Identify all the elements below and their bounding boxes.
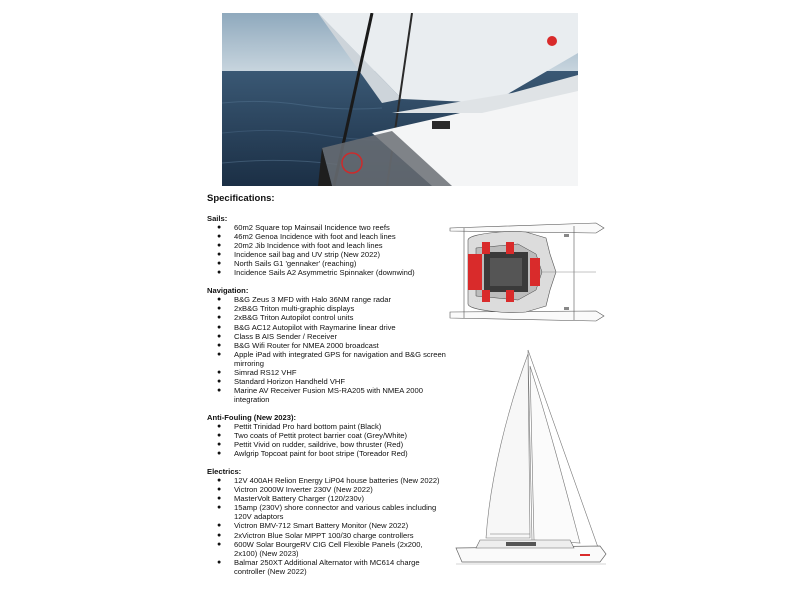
spec-item-text: Marine AV Receiver Fusion MS-RA205 with NMEA 2000 integration <box>234 385 423 404</box>
plan-view-drawing <box>446 214 608 330</box>
spec-item-text: Apple iPad with integrated GPS for navigation and B&G screen mirroring <box>234 349 446 368</box>
spec-item <box>207 449 447 458</box>
spec-item-text: 15amp (230V) shore connector and various cables including 120V adaptors <box>234 503 437 522</box>
spec-list <box>207 476 447 576</box>
spec-item-text: 2xB&G Triton multi-graphic displays <box>234 304 355 314</box>
spec-item-text: Pettit Trinidad Pro hard bottom paint (Black) <box>234 421 382 431</box>
section-heading: Electrics: <box>207 467 242 477</box>
spec-item-text: Victron 2000W Inverter 230V (New 2022) <box>234 485 373 495</box>
spec-section <box>207 286 447 404</box>
spec-item-text: 12V 400AH Relion Energy LiP04 house batteries (New 2022) <box>234 476 440 486</box>
bullet-icon: ● <box>217 242 222 250</box>
spec-item <box>207 521 447 530</box>
bullet-icon: ● <box>217 323 222 331</box>
spec-item <box>207 304 447 313</box>
spec-item <box>207 494 447 503</box>
bullet-icon: ● <box>217 522 222 530</box>
spec-item <box>207 313 447 322</box>
section-heading: Anti-Fouling (New 2023): <box>207 412 297 422</box>
bullet-icon: ● <box>217 332 222 340</box>
spec-item-text: 600W Solar BourgeRV CIG Cell Flexible Panels (2x200, 2x100) (New 2023) <box>234 539 423 558</box>
bullet-icon: ● <box>217 422 222 430</box>
page-title: Specifications: <box>207 193 275 204</box>
bullet-icon: ● <box>217 341 222 349</box>
bullet-icon: ● <box>217 368 222 376</box>
bullet-icon: ● <box>217 260 222 268</box>
bullet-icon: ● <box>217 224 222 232</box>
spec-item-text: 60m2 Square top Mainsail Incidence two reefs <box>234 223 390 233</box>
bullet-icon: ● <box>217 269 222 277</box>
spec-item <box>207 268 447 277</box>
spec-item <box>207 250 447 259</box>
spec-item <box>207 431 447 440</box>
spec-item-text: Victron BMV-712 Smart Battery Monitor (New 2022) <box>234 521 409 531</box>
spec-item-text: Two coats of Pettit protect barrier coat (Grey/White) <box>234 431 408 441</box>
spec-item-text: North Sails G1 'gennaker' (reaching) <box>234 259 357 269</box>
spec-item <box>207 558 447 576</box>
boat-photo <box>222 13 578 186</box>
spec-item <box>207 350 447 368</box>
specifications-list <box>207 214 447 585</box>
spec-section <box>207 214 447 277</box>
spec-item-text: 2xB&G Triton Autopilot control units <box>234 313 354 323</box>
spec-item <box>207 476 447 485</box>
bullet-icon: ● <box>217 305 222 313</box>
bullet-icon: ● <box>217 531 222 539</box>
bullet-icon: ● <box>217 432 222 440</box>
bullet-icon: ● <box>217 350 222 358</box>
spec-section <box>207 413 447 458</box>
spec-item-text: MasterVolt Battery Charger (120/230v) <box>234 494 364 504</box>
spec-item-text: B&G Zeus 3 MFD with Halo 36NM range radar <box>234 295 391 305</box>
bullet-icon: ● <box>217 486 222 494</box>
side-profile-drawing <box>450 348 610 570</box>
spec-item-text: Standard Horizon Handheld VHF <box>234 376 346 386</box>
spec-list <box>207 295 447 404</box>
bullet-icon: ● <box>217 540 222 548</box>
spec-item <box>207 386 447 404</box>
spec-list <box>207 223 447 277</box>
bullet-icon: ● <box>217 495 222 503</box>
spec-item-text: Incidence sail bag and UV strip (New 2022) <box>234 250 381 260</box>
spec-item <box>207 223 447 232</box>
spec-item-text: Awlgrip Topcoat paint for boot stripe (Toreador Red) <box>234 449 408 459</box>
spec-item <box>207 259 447 268</box>
spec-item <box>207 503 447 521</box>
bullet-icon: ● <box>217 504 222 512</box>
spec-item <box>207 368 447 377</box>
spec-item-text: Class B AIS Sender / Receiver <box>234 331 337 341</box>
bullet-icon: ● <box>217 441 222 449</box>
spec-item-text: 2xVictron Blue Solar MPPT 100/30 charge controllers <box>234 530 414 540</box>
bullet-icon: ● <box>217 251 222 259</box>
spec-item <box>207 295 447 304</box>
bullet-icon: ● <box>217 477 222 485</box>
spec-item <box>207 540 447 558</box>
spec-item <box>207 422 447 431</box>
section-heading: Sails: <box>207 214 228 223</box>
spec-section <box>207 467 447 576</box>
bullet-icon: ● <box>217 377 222 385</box>
bullet-icon: ● <box>217 314 222 322</box>
spec-item <box>207 323 447 332</box>
spec-item <box>207 232 447 241</box>
section-heading: Navigation: <box>207 286 249 296</box>
spec-list <box>207 422 447 458</box>
spec-item-text: Pettit Vivid on rudder, saildrive, bow thruster (Red) <box>234 440 404 450</box>
bullet-icon: ● <box>217 450 222 458</box>
spec-item-text: Simrad RS12 VHF <box>234 367 297 377</box>
bullet-icon: ● <box>217 233 222 241</box>
spec-item-text: 20m2 Jib Incidence with foot and leach lines <box>234 241 383 251</box>
spec-item <box>207 485 447 494</box>
spec-item <box>207 377 447 386</box>
spec-item <box>207 241 447 250</box>
spec-item-text: Incidence Sails A2 Asymmetric Spinnaker (downwind) <box>234 268 415 278</box>
bullet-icon: ● <box>217 296 222 304</box>
spec-item-text: B&G Wifi Router for NMEA 2000 broadcast <box>234 340 379 350</box>
bullet-icon: ● <box>217 386 222 394</box>
spec-item-text: 46m2 Genoa Incidence with foot and leach lines <box>234 232 396 242</box>
spec-item <box>207 440 447 449</box>
spec-item <box>207 332 447 341</box>
bullet-icon: ● <box>217 558 222 566</box>
spec-item-text: B&G AC12 Autopilot with Raymarine linear drive <box>234 322 396 332</box>
spec-item-text: Balmar 250XT Additional Alternator with MC614 charge controller (New 2022) <box>234 557 420 576</box>
spec-item <box>207 341 447 350</box>
spec-item <box>207 531 447 540</box>
